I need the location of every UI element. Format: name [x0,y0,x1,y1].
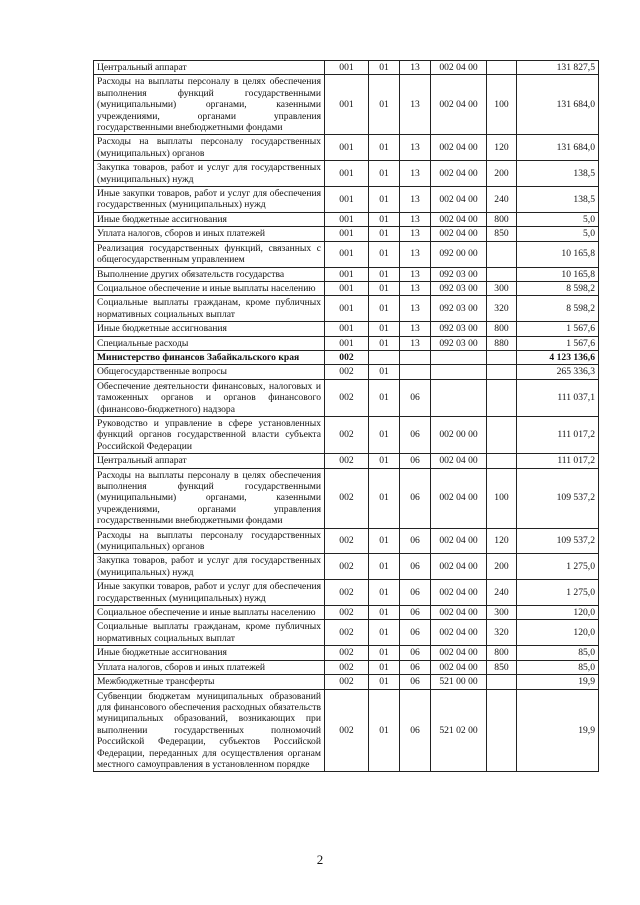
target-item-code-cell: 002 04 00 [431,454,487,468]
subsection-code-cell: 13 [400,61,431,75]
amount-cell: 111 017,2 [517,454,599,468]
item-name-cell: Расходы на выплаты персоналу государственных (муниципальных) органов [94,135,325,161]
target-item-code-cell: 002 04 00 [431,75,487,135]
subsection-code-cell: 06 [400,689,431,772]
table-row [94,322,599,336]
expense-type-code-cell [487,689,517,772]
amount-cell: 85,0 [517,660,599,674]
table-row [94,241,599,267]
ministry-code-cell: 002 [325,646,369,660]
section-code-cell: 01 [369,241,400,267]
ministry-code-cell: 002 [325,689,369,772]
section-code-cell: 01 [369,620,400,646]
subsection-code-cell: 13 [400,212,431,226]
ministry-code-cell: 002 [325,365,369,379]
amount-cell: 19,9 [517,675,599,689]
section-code-cell: 01 [369,135,400,161]
subsection-code-cell: 06 [400,454,431,468]
amount-cell: 138,5 [517,161,599,187]
amount-cell: 1 567,6 [517,322,599,336]
target-item-code-cell: 002 04 00 [431,212,487,226]
subsection-code-cell: 06 [400,646,431,660]
subsection-code-cell: 06 [400,468,431,528]
subsection-code-cell: 06 [400,675,431,689]
target-item-code-cell [431,379,487,416]
expense-type-code-cell: 100 [487,75,517,135]
table-row [94,281,599,295]
subsection-code-cell: 06 [400,660,431,674]
target-item-code-cell: 002 04 00 [431,61,487,75]
subsection-code-cell: 06 [400,580,431,606]
subsection-code-cell [400,350,431,364]
item-name-cell: Общегосударственные вопросы [94,365,325,379]
item-name-cell: Закупка товаров, работ и услуг для государственных (муниципальных) нужд [94,161,325,187]
section-code-cell: 01 [369,227,400,241]
ministry-code-cell: 002 [325,528,369,554]
ministry-code-cell: 002 [325,350,369,364]
amount-cell: 4 123 136,6 [517,350,599,364]
target-item-code-cell: 092 00 00 [431,241,487,267]
subsection-code-cell: 13 [400,135,431,161]
expense-type-code-cell [487,675,517,689]
section-code-cell: 01 [369,161,400,187]
section-code-cell [369,350,400,364]
amount-cell: 120,0 [517,606,599,620]
item-name-cell: Расходы на выплаты персоналу в целях обеспечения выполнения функций государственными (муниципальными) органами, казенными учреждениями, органами управления государственными внебюджетными фондами [94,468,325,528]
ministry-code-cell: 001 [325,75,369,135]
table-row [94,660,599,674]
section-code-cell: 01 [369,468,400,528]
item-name-cell: Руководство и управление в сфере установленных функций органов государственной власти субъекта Российской Федерации [94,416,325,453]
ministry-code-cell: 002 [325,620,369,646]
item-name-cell: Центральный аппарат [94,454,325,468]
table-row [94,267,599,281]
subsection-code-cell: 06 [400,620,431,646]
amount-cell: 109 537,2 [517,528,599,554]
item-name-cell: Уплата налогов, сборов и иных платежей [94,227,325,241]
table-row [94,416,599,453]
target-item-code-cell: 092 03 00 [431,296,487,322]
table-row [94,675,599,689]
ministry-code-cell: 001 [325,187,369,213]
subsection-code-cell: 06 [400,554,431,580]
table-row [94,606,599,620]
section-code-cell: 01 [369,322,400,336]
section-code-cell: 01 [369,187,400,213]
section-code-cell: 01 [369,689,400,772]
ministry-code-cell: 001 [325,322,369,336]
target-item-code-cell: 002 04 00 [431,468,487,528]
subsection-code-cell: 13 [400,322,431,336]
expense-type-code-cell: 240 [487,187,517,213]
ministry-code-cell: 001 [325,227,369,241]
expense-type-code-cell: 800 [487,646,517,660]
table-row [94,336,599,350]
table-row [94,296,599,322]
target-item-code-cell: 521 02 00 [431,689,487,772]
amount-cell: 131 827,5 [517,61,599,75]
table-row [94,187,599,213]
ministry-code-cell: 002 [325,454,369,468]
subsection-code-cell: 13 [400,296,431,322]
target-item-code-cell: 002 04 00 [431,580,487,606]
section-code-cell: 01 [369,267,400,281]
table-row [94,227,599,241]
section-code-cell: 01 [369,281,400,295]
table-row [94,61,599,75]
ministry-code-cell: 001 [325,267,369,281]
ministry-code-cell: 001 [325,161,369,187]
amount-cell: 19,9 [517,689,599,772]
item-name-cell: Социальное обеспечение и иные выплаты населению [94,606,325,620]
subsection-code-cell: 13 [400,161,431,187]
subsection-code-cell: 06 [400,379,431,416]
section-code-cell: 01 [369,675,400,689]
expense-type-code-cell [487,61,517,75]
expense-type-code-cell: 320 [487,620,517,646]
subsection-code-cell: 06 [400,416,431,453]
target-item-code-cell: 002 04 00 [431,620,487,646]
page-number: 2 [316,852,324,867]
target-item-code-cell: 521 00 00 [431,675,487,689]
amount-cell: 85,0 [517,646,599,660]
amount-cell: 111 037,1 [517,379,599,416]
item-name-cell: Социальные выплаты гражданам, кроме публичных нормативных социальных выплат [94,620,325,646]
table-row [94,75,599,135]
subsection-code-cell: 13 [400,187,431,213]
item-name-cell: Обеспечение деятельности финансовых, налоговых и таможенных органов и органов финансового (финансово-бюджетного) надзора [94,379,325,416]
section-code-cell: 01 [369,365,400,379]
expense-type-code-cell: 100 [487,468,517,528]
target-item-code-cell [431,365,487,379]
expense-type-code-cell: 300 [487,606,517,620]
amount-cell: 120,0 [517,620,599,646]
amount-cell: 265 336,3 [517,365,599,379]
ministry-code-cell: 001 [325,135,369,161]
expense-type-code-cell [487,267,517,281]
section-code-cell: 01 [369,660,400,674]
table-row [94,365,599,379]
section-code-cell: 01 [369,454,400,468]
subsection-code-cell [400,365,431,379]
amount-cell: 109 537,2 [517,468,599,528]
section-code-cell: 01 [369,379,400,416]
section-code-cell: 01 [369,336,400,350]
item-name-cell: Иные бюджетные ассигнования [94,322,325,336]
ministry-code-cell: 001 [325,336,369,350]
expense-type-code-cell: 120 [487,135,517,161]
item-name-cell: Закупка товаров, работ и услуг для государственных (муниципальных) нужд [94,554,325,580]
subsection-code-cell: 06 [400,528,431,554]
table-row [94,646,599,660]
item-name-cell: Социальное обеспечение и иные выплаты населению [94,281,325,295]
section-code-cell: 01 [369,296,400,322]
amount-cell: 1 275,0 [517,580,599,606]
target-item-code-cell: 002 04 00 [431,135,487,161]
ministry-code-cell: 001 [325,281,369,295]
section-code-cell: 01 [369,646,400,660]
expense-type-code-cell: 320 [487,296,517,322]
ministry-code-cell: 001 [325,241,369,267]
ministry-code-cell: 002 [325,416,369,453]
amount-cell: 111 017,2 [517,416,599,453]
item-name-cell: Выполнение других обязательств государства [94,267,325,281]
item-name-cell: Уплата налогов, сборов и иных платежей [94,660,325,674]
expense-type-code-cell [487,416,517,453]
section-code-cell: 01 [369,416,400,453]
target-item-code-cell: 002 04 00 [431,606,487,620]
subsection-code-cell: 13 [400,241,431,267]
table-row [94,350,599,364]
expense-type-code-cell: 300 [487,281,517,295]
amount-cell: 8 598,2 [517,281,599,295]
amount-cell: 8 598,2 [517,296,599,322]
table-row [94,580,599,606]
table-row [94,161,599,187]
subsection-code-cell: 13 [400,336,431,350]
item-name-cell: Иные бюджетные ассигнования [94,646,325,660]
expense-type-code-cell: 850 [487,660,517,674]
item-name-cell: Социальные выплаты гражданам, кроме публичных нормативных социальных выплат [94,296,325,322]
target-item-code-cell: 092 03 00 [431,336,487,350]
expense-type-code-cell: 240 [487,580,517,606]
target-item-code-cell: 002 04 00 [431,227,487,241]
expense-type-code-cell: 200 [487,161,517,187]
target-item-code-cell: 092 03 00 [431,322,487,336]
item-name-cell: Иные бюджетные ассигнования [94,212,325,226]
target-item-code-cell [431,350,487,364]
target-item-code-cell: 002 04 00 [431,187,487,213]
target-item-code-cell: 092 03 00 [431,281,487,295]
section-code-cell: 01 [369,212,400,226]
ministry-code-cell: 002 [325,580,369,606]
target-item-code-cell: 002 00 00 [431,416,487,453]
expense-type-code-cell [487,241,517,267]
table-row [94,454,599,468]
table-row [94,379,599,416]
item-name-cell: Министерство финансов Забайкальского края [94,350,325,364]
section-code-cell: 01 [369,580,400,606]
item-name-cell: Иные закупки товаров, работ и услуг для обеспечения государственных (муниципальных) нужд [94,187,325,213]
amount-cell: 5,0 [517,227,599,241]
ministry-code-cell: 001 [325,296,369,322]
item-name-cell: Центральный аппарат [94,61,325,75]
section-code-cell: 01 [369,606,400,620]
subsection-code-cell: 13 [400,227,431,241]
target-item-code-cell: 002 04 00 [431,660,487,674]
table-body [94,61,599,772]
ministry-code-cell: 002 [325,468,369,528]
expense-type-code-cell [487,454,517,468]
amount-cell: 138,5 [517,187,599,213]
table-row [94,620,599,646]
target-item-code-cell: 002 04 00 [431,528,487,554]
target-item-code-cell: 002 04 00 [431,646,487,660]
expense-type-code-cell [487,365,517,379]
amount-cell: 5,0 [517,212,599,226]
expense-type-code-cell [487,350,517,364]
subsection-code-cell: 13 [400,75,431,135]
target-item-code-cell: 092 03 00 [431,267,487,281]
expense-type-code-cell [487,379,517,416]
item-name-cell: Межбюджетные трансферты [94,675,325,689]
item-name-cell: Реализация государственных функций, связанных с общегосударственным управлением [94,241,325,267]
expense-type-code-cell: 850 [487,227,517,241]
ministry-code-cell: 002 [325,606,369,620]
ministry-code-cell: 002 [325,660,369,674]
section-code-cell: 01 [369,554,400,580]
amount-cell: 10 165,8 [517,241,599,267]
table-row [94,212,599,226]
subsection-code-cell: 13 [400,281,431,295]
item-name-cell: Специальные расходы [94,336,325,350]
amount-cell: 1 567,6 [517,336,599,350]
section-code-cell: 01 [369,528,400,554]
subsection-code-cell: 06 [400,606,431,620]
ministry-code-cell: 001 [325,212,369,226]
item-name-cell: Расходы на выплаты персоналу в целях обеспечения выполнения функций государственными (муниципальными) органами, казенными учреждениями, органами управления государственными внебюджетными фондами [94,75,325,135]
ministry-code-cell: 002 [325,554,369,580]
expense-type-code-cell: 800 [487,212,517,226]
ministry-code-cell: 001 [325,61,369,75]
expense-type-code-cell: 200 [487,554,517,580]
table-row [94,135,599,161]
amount-cell: 131 684,0 [517,135,599,161]
target-item-code-cell: 002 04 00 [431,554,487,580]
ministry-code-cell: 002 [325,675,369,689]
table-row [94,689,599,772]
item-name-cell: Иные закупки товаров, работ и услуг для обеспечения государственных (муниципальных) нужд [94,580,325,606]
budget-table [93,60,599,772]
section-code-cell: 01 [369,61,400,75]
expense-type-code-cell: 880 [487,336,517,350]
amount-cell: 1 275,0 [517,554,599,580]
item-name-cell: Субвенции бюджетам муниципальных образований для финансового обеспечения расходных обязательств муниципальных образований, возникающих при выполнении государственных полномочий Российской Федерации, субъектов Российской Федерации, переданных для осуществления органам местного самоуправления в установленном порядке [94,689,325,772]
expense-type-code-cell: 120 [487,528,517,554]
section-code-cell: 01 [369,75,400,135]
target-item-code-cell: 002 04 00 [431,161,487,187]
amount-cell: 131 684,0 [517,75,599,135]
amount-cell: 10 165,8 [517,267,599,281]
subsection-code-cell: 13 [400,267,431,281]
item-name-cell: Расходы на выплаты персоналу государственных (муниципальных) органов [94,528,325,554]
table-row [94,468,599,528]
expense-type-code-cell: 800 [487,322,517,336]
ministry-code-cell: 002 [325,379,369,416]
table-row [94,554,599,580]
table-row [94,528,599,554]
